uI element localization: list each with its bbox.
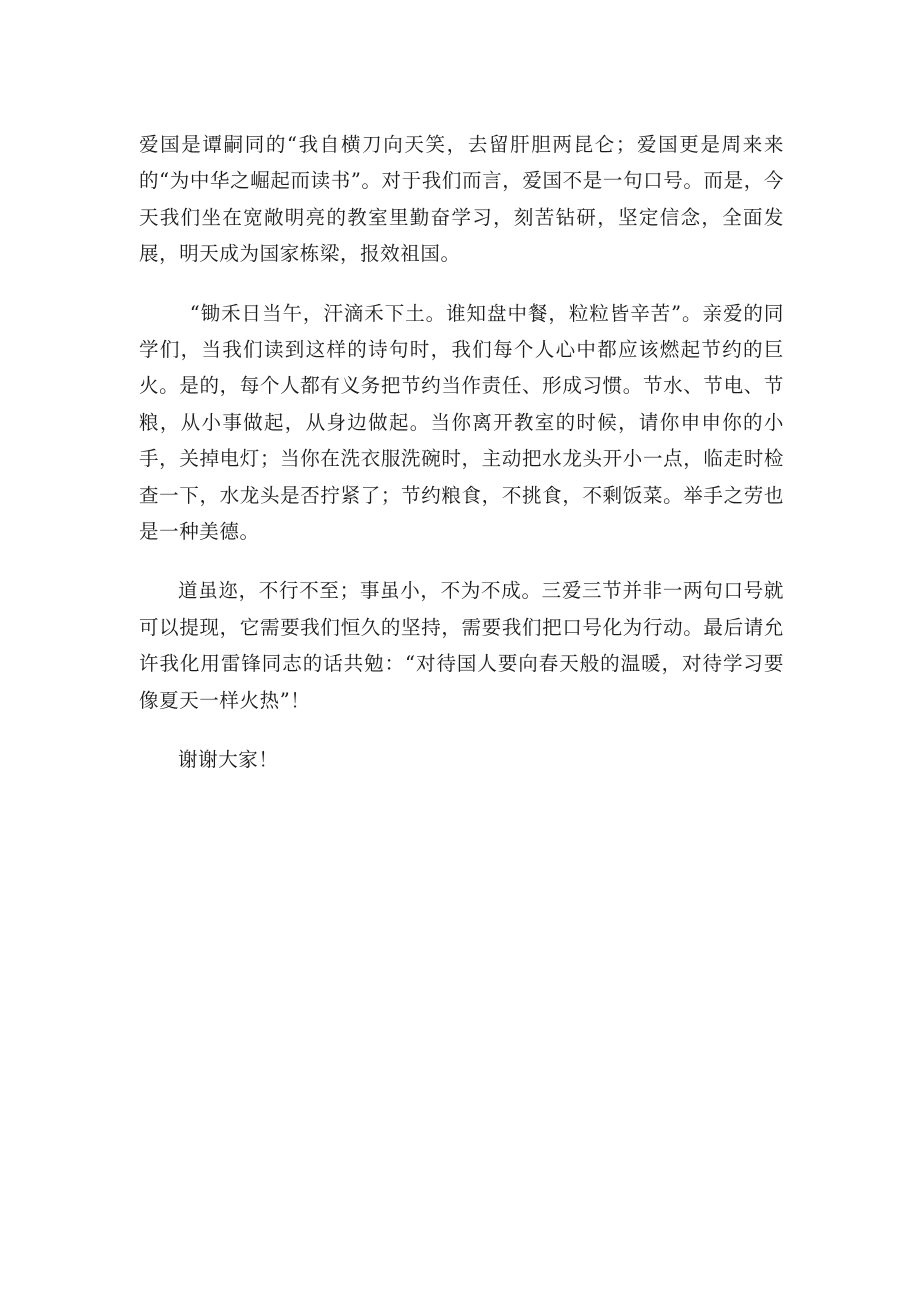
paragraph-thanks: 谢谢大家！	[178, 748, 279, 772]
document-body	[139, 127, 784, 779]
paragraph-patriotism: 爱国是谭嗣同的“我自横刀向天笑，去留肝胆两昆仑；爱国更是周来来的“为中华之崛起而读书”。对于我们而言，爱国不是一句口号。而是，今天我们坐在宽敞明亮的教室里勤奋学习，刻苦钻研，坚定信念，全面发展，明天成为国家栋梁，报效祖国。	[139, 133, 784, 266]
paragraph-frugality: “锄禾日当午，汗滴禾下土。谁知盘中餐，粒粒皆辛苦”。亲爱的同学们，当我们读到这样的诗句时，我们每个人心中都应该燃起节约的巨火。是的，每个人都有义务把节约当作责任、形成习惯。节水、节电、节粮，从小事做起，从身边做起。当你离开教室的时候，请你申申你的小手，关掉电灯；当你在洗衣服洗碗时，主动把水龙头开小一点，临走时检查一下，水龙头是否拧紧了；节约粮食，不挑食，不剩饭菜。举手之劳也是一种美德。	[139, 301, 784, 544]
paragraph-closing-quote: 道虽迩，不行不至；事虽小，不为不成。三爱三节并非一两句口号就可以提现，它需要我们恒久的坚持，需要我们把口号化为行动。最后请允许我化用雷锋同志的话共勉：“对待国人要向春天般的温暖，对待学习要像夏天一样火热”！	[139, 579, 784, 712]
